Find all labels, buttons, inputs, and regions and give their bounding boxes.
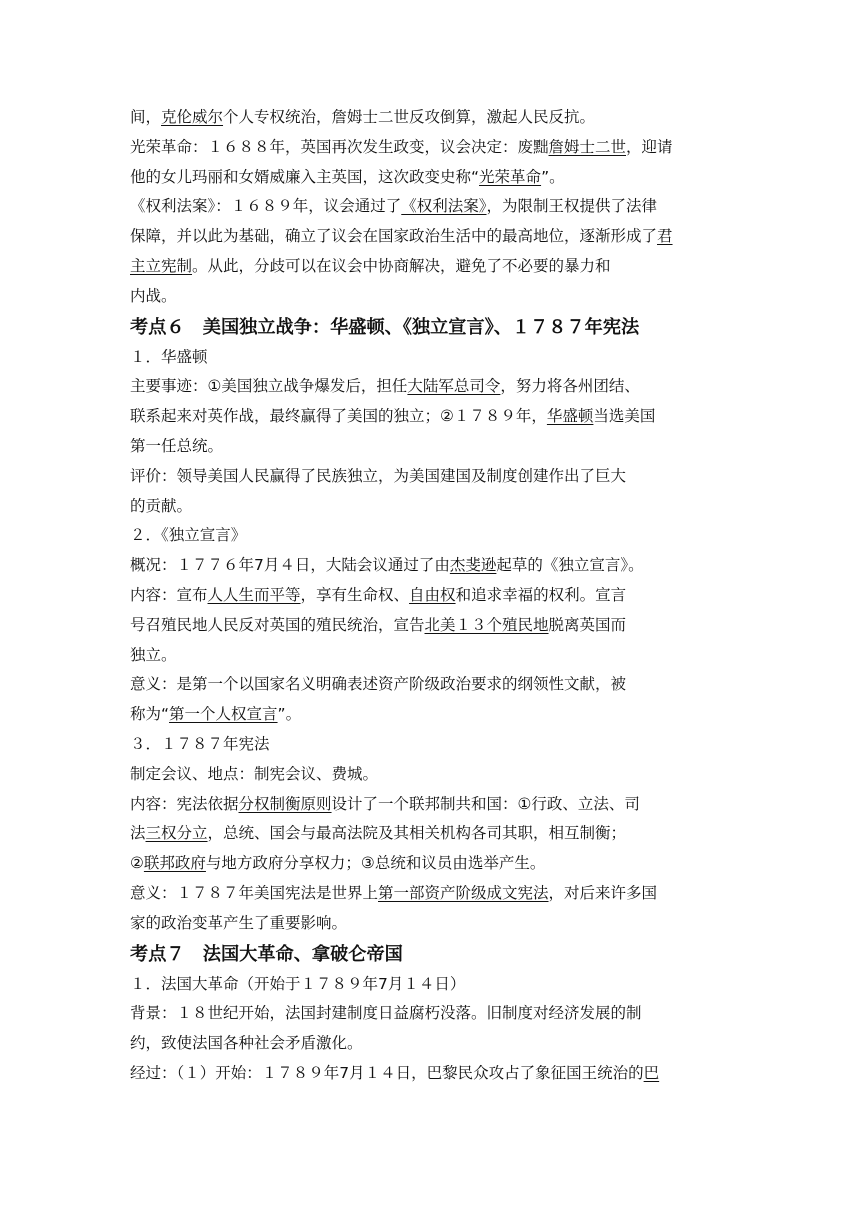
text-run: 主要事迹：①美国独立战争爆发后，担任	[130, 377, 408, 396]
text-run: 考点６ 美国独立战争：华盛顿、《独立宣言》、１７８７年宪法	[130, 316, 640, 338]
text-run: 考点７ 法国大革命、拿破仑帝国	[130, 943, 403, 965]
underlined-term: 人人生而平等	[207, 585, 301, 604]
underlined-term: 三权分立	[145, 824, 208, 843]
underlined-term: 大陆军总司令	[407, 377, 501, 396]
text-line	[130, 103, 742, 133]
text-run: ３．１７８７年宪法	[130, 734, 270, 753]
text-run: ”。	[541, 167, 565, 186]
text-run: 内战。	[130, 286, 177, 305]
underlined-term: 北美１３个殖民地	[424, 615, 549, 634]
text-run: 间，	[130, 108, 162, 126]
section-heading	[130, 312, 742, 343]
text-run: 制定会议、地点：制宪会议、费城。	[130, 764, 379, 783]
text-run: 家的政治变革产生了重要影响。	[130, 913, 348, 932]
underlined-term: 《权利法案》	[401, 197, 487, 216]
text-line	[130, 790, 742, 820]
text-line	[130, 970, 742, 1000]
text-line	[130, 462, 742, 492]
underlined-term: 主立宪制	[130, 256, 193, 275]
text-run: 他的女儿玛丽和女婿威廉入主英国，这次政变史称“	[130, 167, 480, 186]
text-run: ２．《独立宣言》	[130, 526, 247, 545]
underlined-term: 光荣革命	[479, 167, 542, 186]
text-run: 称为“	[130, 705, 170, 724]
underlined-term: 自由权	[409, 585, 456, 604]
text-line	[130, 1059, 742, 1089]
text-line	[130, 372, 742, 402]
text-run: ，为限制王权提供了法律	[486, 197, 658, 216]
text-line	[130, 581, 742, 611]
text-line	[130, 611, 742, 641]
text-line	[130, 432, 742, 462]
text-run: ②	[130, 854, 144, 873]
text-line	[130, 641, 742, 671]
underlined-term: 第一部资产阶级成文宪法	[378, 883, 549, 902]
text-line	[130, 222, 742, 252]
text-run: 意义：是第一个以国家名义明确表述资产阶级政治要求的纲领性文献，被	[130, 675, 627, 694]
text-run: 联系起来对英作战，最终赢得了美国的独立；②１７８９年，	[130, 407, 547, 426]
text-run: ，总统、国会与最高法院及其相关机构各司其职，相互制衡；	[207, 824, 627, 843]
text-run: ，努力将各州团结、	[500, 377, 640, 396]
text-line	[130, 819, 742, 849]
text-run: 光荣革命：１６８８年，英国再次发生政变，议会决定：废黜	[130, 137, 549, 156]
text-line	[130, 1029, 742, 1059]
text-line	[130, 282, 742, 312]
underlined-term: 巴	[643, 1063, 660, 1082]
text-line	[130, 760, 742, 790]
text-run: 的贡献。	[130, 496, 193, 515]
text-run: 起草的《独立宣言》。	[496, 556, 644, 575]
text-run: 评价：领导美国人民赢得了民族独立，为美国建国及制度创建作出了巨大	[130, 466, 627, 485]
text-line	[130, 343, 742, 373]
text-line	[130, 163, 742, 193]
document-body	[130, 103, 742, 1089]
text-line	[130, 402, 742, 432]
text-run: ，享有生命权、	[300, 585, 410, 604]
text-run: 经过：（１）开始：１７８９年7月１４日，巴黎民众攻占了象征国王统治的	[130, 1063, 644, 1082]
underlined-term: 詹姆士二世	[548, 137, 627, 156]
text-line	[130, 849, 742, 879]
text-run: 号召殖民地人民反对英国的殖民统治，宣告	[130, 615, 425, 634]
text-run: 设计了一个联邦制共和国：①行政、立法、司	[331, 794, 640, 813]
underlined-term: 分权制衡原则	[238, 794, 332, 813]
underlined-term: 杰斐逊	[449, 556, 497, 575]
text-line	[130, 492, 742, 522]
text-run: １．华盛顿	[130, 347, 208, 366]
text-run: 法	[130, 824, 146, 843]
text-line	[130, 730, 742, 760]
text-run: 背景：１８世纪开始，法国封建制度日益腐朽没落。旧制度对经济发展的制	[130, 1004, 642, 1023]
underlined-term: 克伦威尔	[161, 108, 224, 126]
underlined-term: 联邦政府	[143, 854, 206, 873]
section-heading	[130, 939, 742, 970]
text-line	[130, 700, 742, 730]
text-run: ，迎请	[626, 137, 673, 156]
text-run: 独立。	[130, 645, 177, 664]
text-run: ，对后来许多国	[548, 883, 658, 902]
text-line	[130, 999, 742, 1029]
text-line	[130, 252, 742, 282]
text-run: 《权利法案》：１６８９年，议会通过了	[130, 197, 402, 216]
text-run: 第一任总统。	[130, 436, 224, 455]
text-run: 概况：１７７６年7月４日，大陆会议通过了由	[130, 556, 450, 575]
text-line	[130, 551, 742, 581]
text-run: 与地方政府分享权力；③总统和议员由选举产生。	[205, 854, 546, 873]
text-line	[130, 521, 742, 551]
text-run: 内容：宪法依据	[130, 794, 239, 813]
text-run: 个人专权统治，詹姆士二世反攻倒算，激起人民反抗。	[223, 108, 596, 126]
text-run: 意义：１７８７年美国宪法是世界上	[130, 883, 379, 902]
text-run: 约，致使法国各种社会矛盾激化。	[130, 1034, 363, 1053]
text-run: 。从此，分歧可以在议会中协商解决，避免了不必要的暴力和	[192, 256, 611, 275]
text-run: 保障，并以此为基础，确立了议会在国家政治生活中的最高地位，逐渐形成了	[130, 227, 658, 246]
text-run: 和追求幸福的权利。宣言	[455, 585, 627, 604]
text-line	[130, 670, 742, 700]
text-run: １．法国大革命（开始于１７８９年7月１４日）	[130, 974, 466, 993]
underlined-term: 第一个人权宣言	[169, 705, 278, 724]
underlined-term: 君	[657, 227, 673, 246]
text-run: 内容：宣布	[130, 585, 208, 604]
text-line	[130, 879, 742, 909]
text-run: ”。	[277, 705, 302, 724]
text-line	[130, 909, 742, 939]
text-run: 脱离英国而	[548, 615, 627, 634]
text-line	[130, 192, 742, 222]
text-run: 当选美国	[593, 407, 656, 426]
text-line	[130, 133, 742, 163]
underlined-term: 华盛顿	[546, 407, 594, 426]
